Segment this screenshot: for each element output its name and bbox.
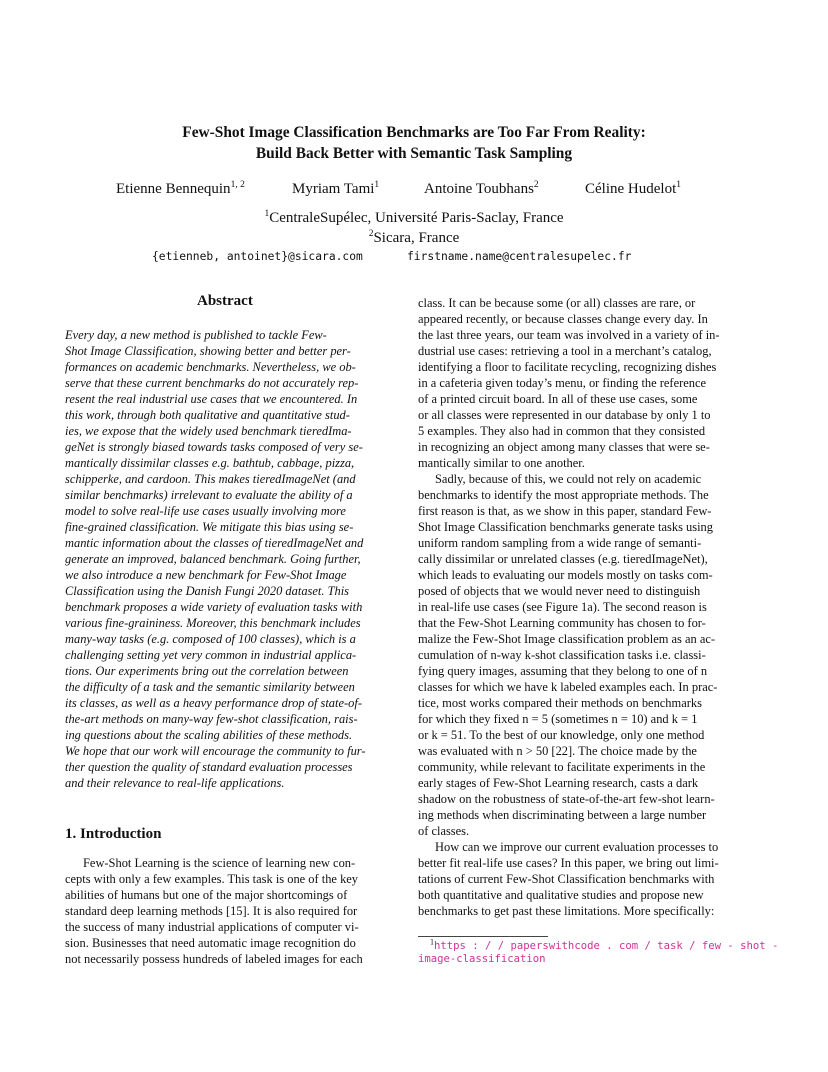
intro-line: Few-Shot Learning is the science of learning new con- [83, 856, 356, 870]
abstract-line: schipperke, and cardoon. This makes tieredImageNet (and [65, 472, 356, 486]
intro-line: dustrial use cases: retrieving a tool in a merchant’s catalog, [418, 344, 712, 358]
intro-line: posed of objects that we would never need to distinguish [418, 584, 701, 598]
abstract-line: many-way tasks (e.g. composed of 100 classes), which is a [65, 632, 356, 646]
intro-line: identifying a floor to facilitate recycling, recognizing dishes [418, 360, 717, 374]
intro-line: tations of current Few-Shot Classification benchmarks with [418, 872, 715, 886]
intro-line: fying query images, assuming that they belong to one of n [418, 664, 708, 678]
intro-line: both quantitative and qualitative studies and propose new [418, 888, 704, 902]
intro-line: which leads to evaluating our models mostly on tasks com- [418, 568, 713, 582]
intro-line: cumulation of n-way k-shot classification tasks i.e. classi- [418, 648, 706, 662]
abstract-line: ther question the quality of standard evaluation processes [65, 760, 353, 774]
abstract-line: tions. Our experiments bring out the correlation between [65, 664, 349, 678]
intro-line: that the Few-Shot Learning community has chosen to for- [418, 616, 706, 630]
abstract-line: its classes, as well as a heavy performance drop of state-of- [65, 696, 362, 710]
footnote-rule [418, 936, 548, 937]
intro-line: class. It can be because some (or all) classes are rare, or [418, 296, 696, 310]
intro-line: How can we improve our current evaluation processes to [435, 840, 719, 854]
email-centralesupelec: firstname.name@centralesupelec.fr [407, 250, 632, 263]
intro-line: the success of many industrial applications of computer vi- [65, 920, 359, 934]
intro-line: for which they fixed n = 5 (sometimes n = 10) and k = 1 [418, 712, 698, 726]
introduction-heading: 1. Introduction [65, 826, 162, 842]
abstract-line: this work, through both qualitative and quantitative stud- [65, 408, 350, 422]
intro-line: or all classes were represented in our database by only 1 to [418, 408, 711, 422]
intro-line: benchmarks to identify the most appropriate methods. The [418, 488, 709, 502]
title-line-1: Few-Shot Image Classification Benchmarks are Too Far From Reality: [182, 124, 646, 141]
abstract-line: resent the real industrial use cases that we encountered. In [65, 392, 358, 406]
intro-line: classes for which we have k labeled examples each. In prac- [418, 680, 718, 694]
abstract-line: we also introduce a new benchmark for Few-Shot Image [65, 568, 347, 582]
intro-line: not necessarily possess hundreds of labeled images for each [65, 952, 363, 966]
intro-line: cally dissimilar or unrelated classes (e.g. tieredImageNet), [418, 552, 708, 566]
author-3: Antoine Toubhans$^2$ [424, 180, 539, 197]
intro-line: was evaluated with n > 50 [22]. The choice made by the [418, 744, 697, 758]
abstract-line: fine-grained classification. We mitigate this bias using se- [65, 520, 354, 534]
abstract-line: formances on academic benchmarks. Nevertheless, we ob- [65, 360, 356, 374]
intro-line: community, while relevant to facilitate experiments in the [418, 760, 706, 774]
intro-line: Sadly, because of this, we could not rely on academic [435, 472, 702, 486]
abstract-line: mantically dissimilar classes e.g. bathtub, cabbage, pizza, [65, 456, 355, 470]
abstract-line: the-art methods on many-way few-shot classification, rais- [65, 712, 358, 726]
abstract-line: challenging setting yet very common in industrial applica- [65, 648, 357, 662]
footnote-url-line-1[interactable]: $^1$https : / / paperswithcode . com / task / few - shot - [430, 937, 779, 952]
intro-line: better fit real-life use cases? In this paper, we bring out limi- [418, 856, 719, 870]
abstract-line: similar benchmarks) irrelevant to evaluate the ability of a [65, 488, 353, 502]
intro-line: in real-life use cases (see Figure 1a). The second reason is [418, 600, 707, 614]
author-1: Etienne Bennequin$^{1, 2}$ [116, 180, 245, 197]
intro-line: uniform random sampling from a wide range of semanti- [418, 536, 702, 550]
abstract-line: model to solve real-life use cases usually involving more [65, 504, 346, 518]
abstract-line: We hope that our work will encourage the community to fur- [65, 744, 366, 758]
intro-line: in recognizing an object among many classes that were se- [418, 440, 710, 454]
intro-line: of classes. [418, 824, 470, 838]
abstract-line: Every day, a new method is published to tackle Few- [65, 328, 327, 342]
intro-line: tice, most works compared their methods on benchmarks [418, 696, 702, 710]
affiliation-2: $^2$Sicara, France [368, 229, 460, 246]
intro-line: 5 examples. They also had in common that they consisted [418, 424, 706, 438]
title-line-2: Build Back Better with Semantic Task Sampling [255, 145, 573, 162]
intro-line: the last three years, our team was involved in a variety of in- [418, 328, 720, 342]
author-2: Myriam Tami$^1$ [292, 180, 380, 197]
abstract-heading: Abstract [197, 293, 253, 309]
abstract-line: benchmark proposes a wide variety of evaluation tasks with [65, 600, 363, 614]
abstract-line: the difficulty of a task and the semantic similarity between [65, 680, 355, 694]
abstract-line: generate an improved, balanced benchmark. Going further, [65, 552, 361, 566]
author-4: Céline Hudelot$^1$ [585, 180, 681, 197]
intro-line: cepts with only a few examples. This task is one of the key [65, 872, 359, 886]
abstract-line: geNet is strongly biased towards tasks composed of very se- [65, 440, 363, 454]
intro-line: of a printed circuit board. In all of these use cases, some [418, 392, 698, 406]
intro-line: in a cafeteria given today’s menu, or finding the reference [418, 376, 707, 390]
intro-line: standard deep learning methods [15]. It is also required for [65, 904, 358, 918]
footnote-url-line-2[interactable]: image-classification [418, 953, 546, 965]
intro-line: ing methods when discriminating between a large number [418, 808, 707, 822]
paper-title [80, 122, 748, 164]
intro-line: malize the Few-Shot Image classification problem as an ac- [418, 632, 716, 646]
abstract-line: Shot Image Classification, showing better and better per- [65, 344, 351, 358]
abstract-line: mantic information about the classes of tieredImageNet and [65, 536, 364, 550]
intro-line: Shot Image Classification benchmarks generate tasks using [418, 520, 713, 534]
intro-line: shadow on the robustness of state-of-the-art few-shot learn- [418, 792, 715, 806]
intro-line: or k = 51. To the best of our knowledge, only one method [418, 728, 705, 742]
email-sicara: {etienneb, antoinet}@sicara.com [152, 250, 363, 263]
intro-line: mantically similar to one another. [418, 456, 585, 470]
abstract-line: and their relevance to real-life applications. [65, 776, 285, 790]
abstract-line: serve that these current benchmarks do not accurately rep- [65, 376, 359, 390]
abstract-line: ing questions about the scaling abilities of these methods. [65, 728, 353, 742]
abstract-line: various fine-graininess. Moreover, this benchmark includes [65, 616, 361, 630]
abstract-line: ies, we expose that the widely used benchmark tieredIma- [65, 424, 352, 438]
intro-line: benchmarks to get past these limitations. More specifically: [418, 904, 715, 918]
intro-line: abilities of humans but one of the major shortcomings of [65, 888, 348, 902]
intro-line: first reason is that, as we show in this paper, standard Few- [418, 504, 712, 518]
affiliation-1: $^1$CentraleSupélec, Université Paris-Saclay, France [264, 209, 564, 226]
abstract-line: Classification using the Danish Fungi 2020 dataset. This [65, 584, 350, 598]
intro-line: early stages of Few-Shot Learning research, casts a dark [418, 776, 699, 790]
intro-line: appeared recently, or because classes change every day. In [418, 312, 708, 326]
intro-line: sion. Businesses that need automatic image recognition do [65, 936, 356, 950]
